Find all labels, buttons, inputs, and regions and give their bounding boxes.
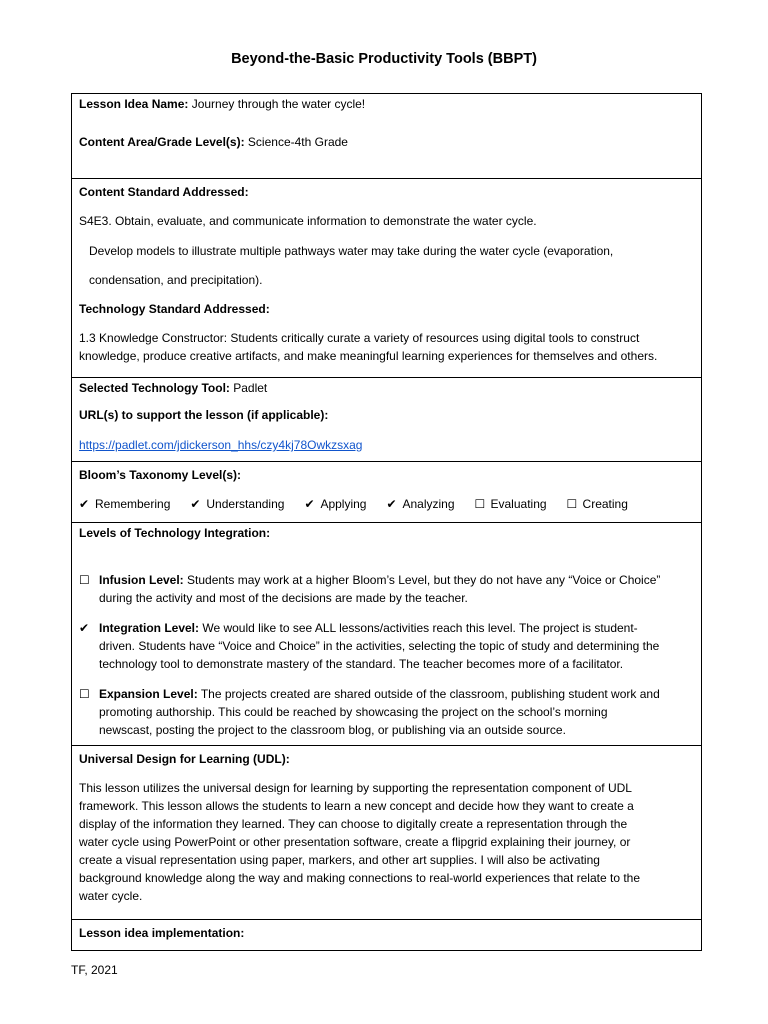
infusion-level-label: Infusion Level:: [99, 573, 184, 587]
blooms-row: [72, 462, 701, 523]
udl-heading: Universal Design for Learning (UDL):: [79, 752, 290, 766]
bloom-item-applying[interactable]: ✔ Applying: [304, 497, 367, 511]
udl-paragraph: [79, 779, 697, 905]
technology-tool-row: [72, 378, 701, 462]
integration-row: [72, 523, 701, 746]
check-icon[interactable]: ✔: [79, 621, 90, 635]
check-icon: ✔: [304, 497, 315, 511]
bloom-item-remembering[interactable]: ✔ Remembering: [79, 497, 171, 511]
page-title: Beyond-the-Basic Productivity Tools (BBPT): [231, 51, 537, 67]
content-area: [79, 133, 348, 151]
udl-line: This lesson utilizes the universal design for learning by supporting the representation component of UDL: [79, 781, 632, 795]
padlet-link[interactable]: https://padlet.com/jdickerson_hhs/czy4kj78Owkzsxag: [79, 438, 363, 452]
udl-line: background knowledge along the way and making connections to real-world experiences that relate to the: [79, 871, 641, 885]
technology-standard-heading: Technology Standard Addressed:: [79, 302, 270, 316]
lesson-name-label: Lesson Idea Name:: [79, 97, 189, 111]
integration-level: ✔ Integration Level: We would like to see ALL lessons/activities reach this level. The project is student- driven. Students have “Voice and Choice” in the activities, selecting the topic of study and determining the technology tool to demonstrate mastery of the standard. The teacher becomes more of a facilitator.: [79, 621, 660, 671]
integration-heading: Levels of Technology Integration:: [79, 526, 271, 540]
content-area-label: Content Area/Grade Level(s):: [79, 135, 245, 149]
technology-standard-line: 1.3 Knowledge Constructor: Students critically curate a variety of resources using digital tools to construct: [79, 331, 640, 345]
expansion-level: ☐ Expansion Level: The projects created are shared outside of the classroom, publishing student work and promoting authorship. This could be reached by showcasing the project on the school’s morning newscast, posting the project to the classroom blog, or publishing via an outside source.: [79, 687, 660, 737]
bloom-item-understanding[interactable]: ✔ Understanding: [190, 497, 285, 511]
check-icon: ✔: [190, 497, 201, 511]
selected-tool-label: Selected Technology Tool:: [79, 381, 230, 395]
content-standard-line: Develop models to illustrate multiple pathways water may take during the water cycle (evaporation,: [89, 244, 614, 258]
technology-standard-line: knowledge, produce creative artifacts, and make meaningful learning experiences for themselves and others.: [79, 349, 658, 363]
udl-line: water cycle using PowerPoint or other presentation software, create a flipgrid explaining their journey, or: [79, 835, 631, 849]
bloom-item-evaluating[interactable]: ☐ Evaluating: [474, 497, 547, 511]
check-icon: ✔: [386, 497, 397, 511]
selected-tool-value: Padlet: [229, 381, 268, 395]
content-area-value: Science-4th Grade: [244, 135, 348, 149]
udl-line: water cycle.: [79, 889, 143, 903]
footer-text: TF, 2021: [71, 963, 118, 977]
udl-line: create a visual representation using paper, markers, and other art supplies. I will also be activating: [79, 853, 600, 867]
integration-level-label: Integration Level:: [99, 621, 200, 635]
lesson-plan-table: [71, 93, 702, 951]
content-standard-line: S4E3. Obtain, evaluate, and communicate information to demonstrate the water cycle.: [79, 214, 537, 228]
expansion-level-label: Expansion Level:: [99, 687, 198, 701]
blooms-heading: Bloom’s Taxonomy Level(s):: [79, 468, 242, 482]
udl-row: [72, 746, 701, 920]
bloom-item-creating[interactable]: ☐ Creating: [566, 497, 628, 511]
checkbox-icon: ☐: [474, 497, 486, 511]
checkbox-icon[interactable]: ☐: [79, 573, 90, 587]
selected-tool: [79, 379, 267, 397]
lesson-info-row: [72, 94, 701, 179]
udl-line: display of the information they learned. They can choose to digitally create a representation through the: [79, 817, 628, 831]
lesson-name-value: Journey through the water cycle!: [188, 97, 366, 111]
bloom-item-analyzing[interactable]: ✔ Analyzing: [386, 497, 455, 511]
lesson-name: [79, 95, 365, 113]
checkbox-icon[interactable]: ☐: [79, 687, 90, 701]
udl-line: framework. This lesson allows the students to learn a new concept and decide how they want to create a: [79, 799, 634, 813]
checkbox-icon: ☐: [566, 497, 578, 511]
blooms-levels: [79, 495, 628, 513]
check-icon: ✔: [79, 497, 90, 511]
implementation-row: [72, 920, 701, 950]
content-standard-line: condensation, and precipitation).: [89, 273, 263, 287]
content-standard-heading: Content Standard Addressed:: [79, 185, 249, 199]
infusion-level: ☐ Infusion Level: Students may work at a higher Bloom’s Level, but they do not have any “Voice or Choice” during the activity and most of the decisions are made by the teacher.: [79, 573, 661, 605]
url-heading: URL(s) to support the lesson (if applicable):: [79, 408, 329, 422]
standards-row: [72, 179, 701, 378]
implementation-heading: Lesson idea implementation:: [79, 926, 245, 940]
